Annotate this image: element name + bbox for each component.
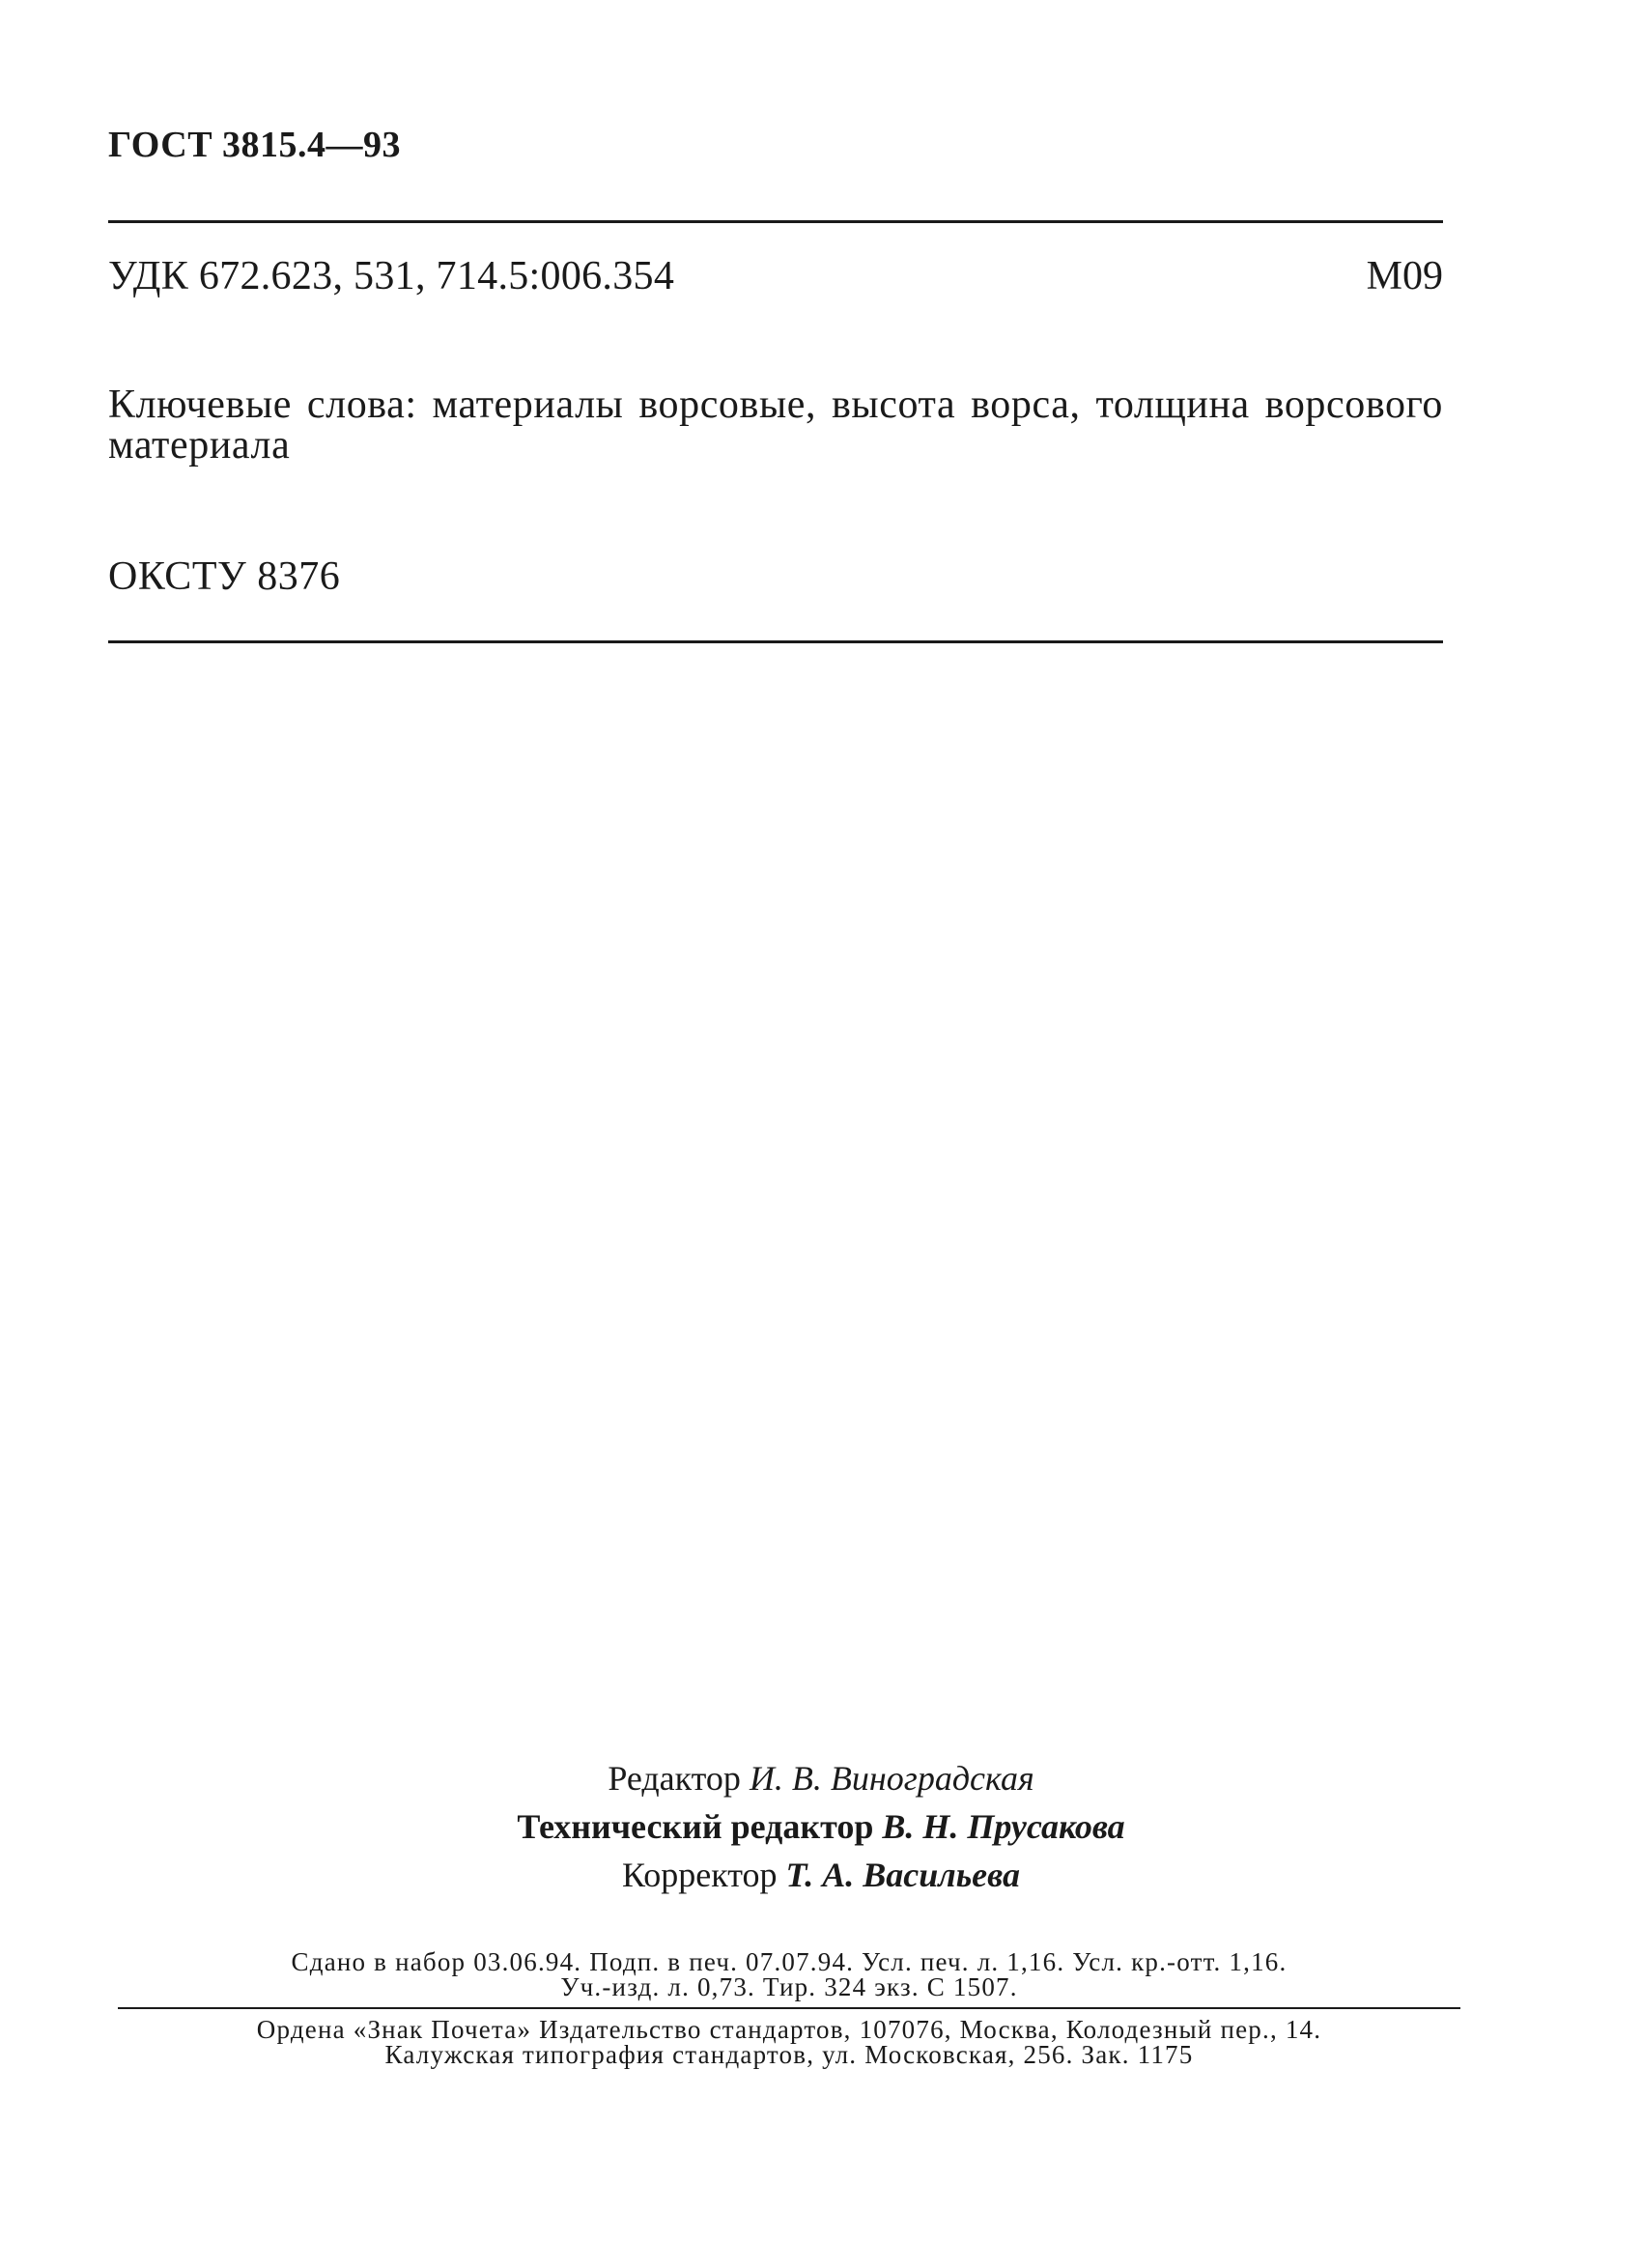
keywords: Ключевые слова: материалы ворсовые, высота ворса, толщина ворсового материала	[108, 383, 1443, 468]
standard-code: ГОСТ 3815.4—93	[108, 125, 402, 165]
credit-corrector	[0, 1851, 1642, 1899]
credit-person: В. Н. Прусакова	[882, 1807, 1125, 1846]
credit-editor	[0, 1754, 1642, 1802]
imprint-print-dates: Сдано в набор 03.06.94. Подп. в печ. 07.07.94. Усл. печ. л. 1,16. Усл. кр.-отт. 1,16.	[291, 1947, 1288, 1976]
group-code: М09	[1366, 254, 1443, 298]
credits-block	[0, 1754, 1642, 1899]
credit-role: Корректор	[622, 1856, 778, 1894]
credit-role: Технический редактор	[517, 1807, 874, 1846]
imprint-publisher: Ордена «Знак Почета» Издательство стандартов, 107076, Москва, Колодезный пер., 14.	[256, 2015, 1322, 2044]
imprint-printer: Калужская типография стандартов, ул. Московская, 256. Зак. 1175	[384, 2040, 1194, 2069]
credit-tech-editor	[0, 1802, 1642, 1851]
imprint-edition: Уч.-изд. л. 0,73. Тир. 324 экз. С 1507.	[560, 1972, 1018, 2001]
top-divider	[108, 220, 1443, 223]
credit-role: Редактор	[608, 1759, 741, 1798]
imprint-divider	[118, 2007, 1460, 2009]
section-divider	[108, 640, 1443, 643]
credit-person: И. В. Виноградская	[749, 1759, 1034, 1798]
udk-code: УДК 672.623, 531, 714.5:006.354	[108, 254, 675, 298]
credit-person: Т. А. Васильева	[785, 1856, 1020, 1894]
okstu-code: ОКСТУ 8376	[108, 554, 341, 599]
